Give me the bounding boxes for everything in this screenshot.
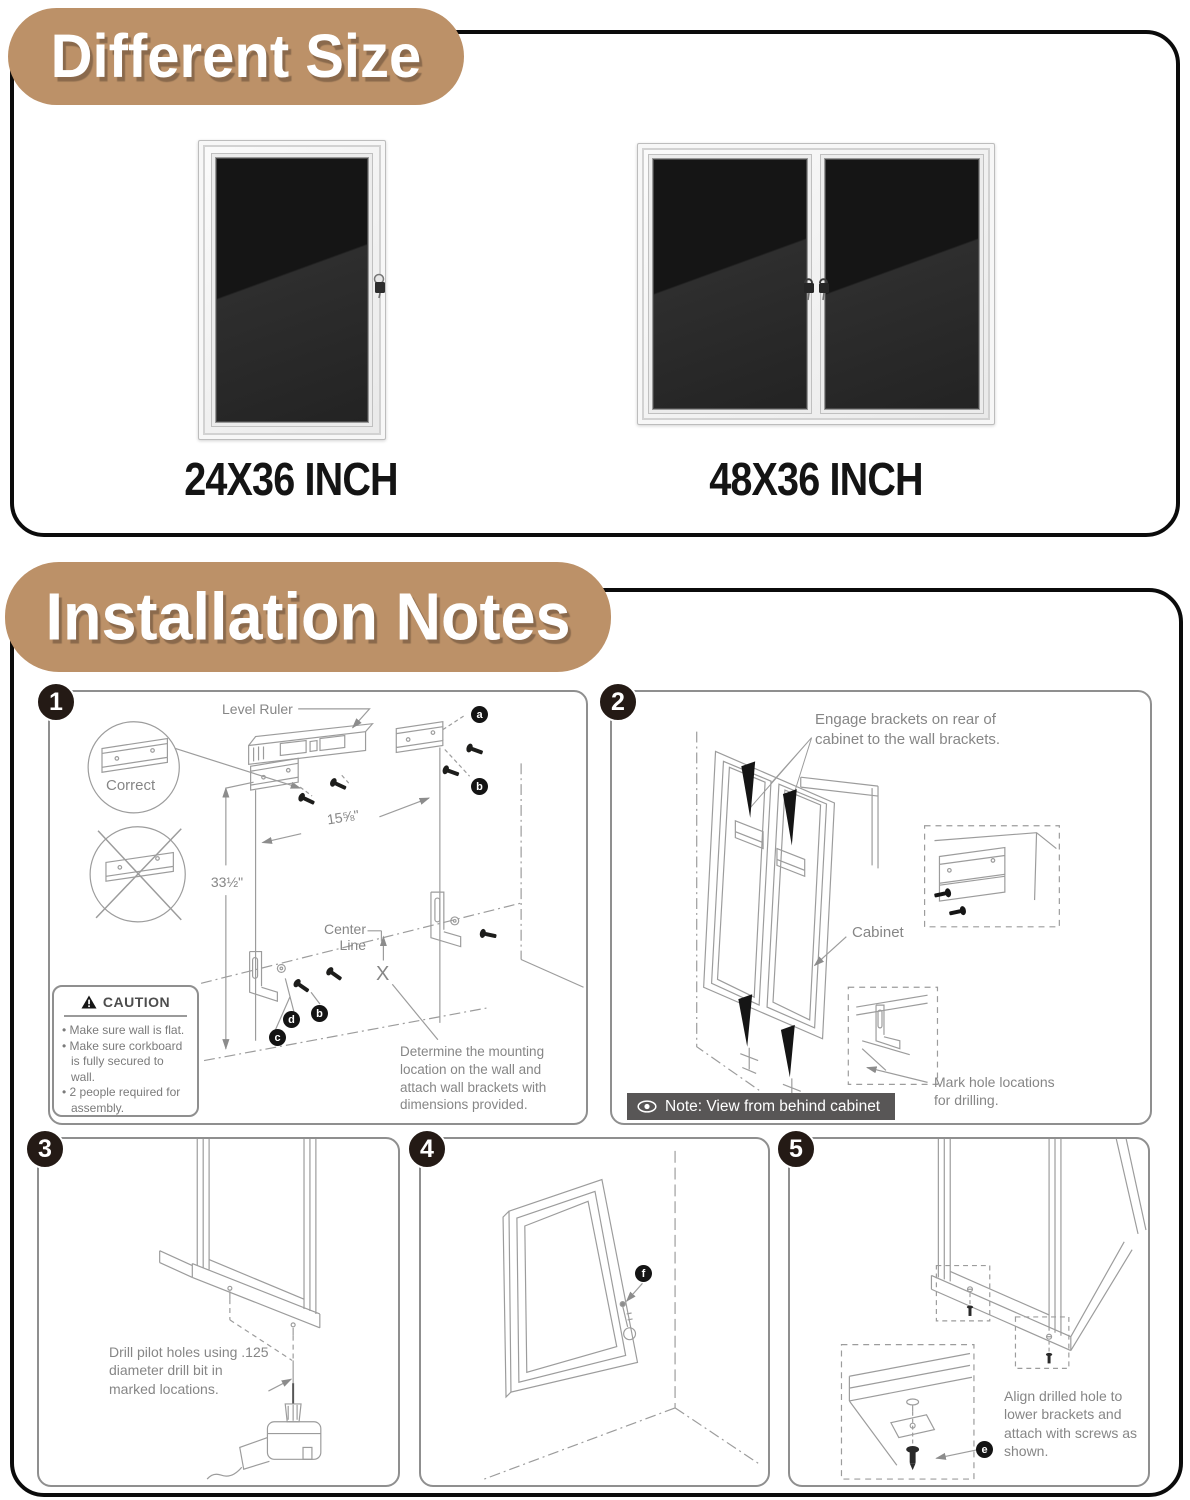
step4-diagram bbox=[421, 1139, 768, 1485]
board-small-size-label: 24X36 INCH bbox=[184, 453, 398, 505]
width-dimension: 15⅝" bbox=[325, 806, 361, 828]
different-size-title bbox=[8, 8, 464, 105]
step-4-badge: 4 bbox=[407, 1129, 447, 1169]
x-mark: X bbox=[376, 963, 390, 985]
step3-diagram bbox=[39, 1139, 398, 1485]
bulletin-board-48x36 bbox=[637, 143, 995, 425]
different-size-title-text: Different Size bbox=[50, 22, 422, 91]
callout-c: c bbox=[269, 1029, 286, 1046]
board-left-pane bbox=[652, 158, 808, 410]
view-note-banner bbox=[627, 1093, 895, 1120]
step-5-panel bbox=[788, 1134, 1150, 1487]
correct-label: Correct bbox=[106, 777, 156, 794]
callout-b2: b bbox=[311, 1005, 328, 1022]
step-2-panel bbox=[610, 687, 1152, 1125]
bulletin-board-24x36 bbox=[198, 140, 386, 440]
step-2-badge: 2 bbox=[598, 682, 638, 722]
callout-e: e bbox=[976, 1441, 993, 1458]
callout-f: f bbox=[635, 1265, 652, 1282]
callout-d: d bbox=[283, 1011, 300, 1028]
caution-title: CAUTION bbox=[102, 994, 171, 1010]
step-4-panel bbox=[419, 1134, 770, 1487]
board-large-size-label: 48X36 INCH bbox=[709, 453, 923, 505]
step-1-panel bbox=[48, 687, 588, 1125]
double-lock-icon bbox=[799, 276, 833, 306]
caution-box bbox=[52, 985, 199, 1117]
caution-header bbox=[62, 994, 189, 1010]
height-dimension: 33½" bbox=[210, 874, 244, 890]
caution-item: • Make sure wall is flat. bbox=[62, 1023, 189, 1039]
caution-list bbox=[62, 1023, 189, 1117]
step3-instruction: Drill pilot holes using .125 diameter drill bit in marked locations. bbox=[109, 1344, 269, 1397]
step2-instruction: Engage brackets on rear of cabinet to the wall brackets. bbox=[815, 711, 1001, 748]
installation-notes-title-text: Installation Notes bbox=[45, 579, 571, 655]
center-line-label-1: Center bbox=[323, 921, 366, 937]
step5-instruction: Align drilled hole to lower brackets and attach with screws as shown. bbox=[1004, 1388, 1138, 1460]
view-note-text: Note: View from behind cabinet bbox=[665, 1097, 881, 1115]
step1-note: Determine the mounting location on the wall and attach wall brackets with dimensions provided. bbox=[400, 1044, 547, 1113]
caution-item: • Make sure corkboard is fully secured to wall. bbox=[62, 1039, 189, 1086]
board-glass bbox=[215, 157, 369, 423]
board-right-pane bbox=[824, 158, 980, 410]
callout-b: b bbox=[471, 778, 488, 795]
lock-icon bbox=[372, 273, 390, 299]
mark-holes-label: Mark hole locations for drilling. bbox=[934, 1074, 1055, 1109]
cabinet-label: Cabinet bbox=[852, 924, 904, 941]
caution-item: • 2 people required for assembly. bbox=[62, 1085, 189, 1116]
installation-notes-title bbox=[5, 562, 611, 672]
eye-icon bbox=[637, 1100, 657, 1113]
step2-diagram bbox=[612, 692, 1150, 1123]
center-line-label-2: Line bbox=[339, 937, 366, 953]
warning-triangle-icon bbox=[81, 995, 97, 1009]
step-1-badge: 1 bbox=[36, 682, 76, 722]
step-3-badge: 3 bbox=[25, 1129, 65, 1169]
callout-a: a bbox=[471, 706, 488, 723]
step-3-panel bbox=[37, 1134, 400, 1487]
level-ruler-label: Level Ruler bbox=[222, 701, 293, 717]
step-5-badge: 5 bbox=[776, 1129, 816, 1169]
